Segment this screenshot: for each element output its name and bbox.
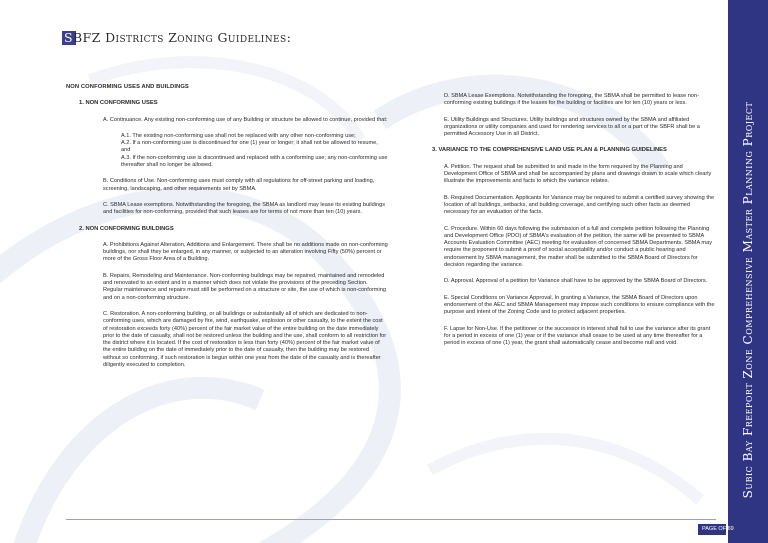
paragraph-petition: A. Petition. The request shall be submitted to and made in the form required by the Planning and Development Office of SBMA and shall be accompanied by plans and drawings drawn to scale which clearly illustrate the improvements and facts to which the variance relates. xyxy=(444,163,712,185)
sublist-continuance xyxy=(121,133,388,169)
footer-page-number xyxy=(702,526,734,532)
sub-item-a1: A.1. The existing non-conforming use shall not be replaced with any other non-conforming use; xyxy=(121,132,356,139)
paragraph-continuance: A. Continuance. Any existing non-conforming use of any Building or structure be allowed to continue, provided that: xyxy=(103,116,388,123)
sub-item-a3: A.3. If the non-conforming use is discontinued and replaced with a conforming use; any non-conforming use thereafter shall no longer be allowed. xyxy=(121,154,388,169)
paragraph-prohibitions: A. Prohibitions Against Alteration, Additions and Enlargement. There shall be no additions made on non-conforming buildings, nor shall they be enlarged, in any manner, or subjected to an alteration involving Fifty (50%) percent or more of the Gross Floor Area of a Building. xyxy=(103,241,388,263)
page-title: SBFZ Districts Zoning Guidelines: xyxy=(64,30,292,45)
paragraph-utility-buildings: E. Utility Buildings and Structures. Utility buildings and structures owned by the SBMA and affiliated organizations or utility companies and used for rendering services to all or a part of the SBFR shall be a permitted Accessory Use in all District. xyxy=(444,116,700,138)
side-band-title: Subic Bay Freeport Zone Comprehensive Master Planning Project xyxy=(741,101,755,499)
paragraph-sbma-lease-exemptions: D. SBMA Lease Exemptions. Notwithstanding the foregoing, the SBMA shall be permitted to lease non-conforming existing buildings if the leases for the building or facilities are for ten (10) years or less. xyxy=(444,93,699,107)
right-column xyxy=(432,93,715,356)
paragraph-required-documentation: B. Required Documentation. Applicants for Variance may be required to submit a certified survey showing the location of all buildings, setbacks, and building coverage, and certifying such other facts as deemed necessary for an evaluation of the facts. xyxy=(444,194,715,216)
paragraph-lease-exemptions: C. SBMA Lease exemptions. Notwithstanding the foregoing, the SBMA as landlord may lease its existing buildings and facilities for non-conforming, provided that such leases are for terms of not more than ten (10) years. xyxy=(103,201,386,216)
paragraph-lapse-for-non-use: F. Lapse for Non-Use. If the petitioner or the successor in interest shall fail to use the variance after its grant for a period in excess of one (1) year or if the variance shall cease to be used at any time thereafter for a period in excess of one (1) year, the grant shall automatically cease and become null and void. xyxy=(444,325,711,347)
footer-divider xyxy=(66,519,716,520)
paragraph-approval: D. Approval. Approval of a petition for Variance shall have to be approved by the SBMA Board of Directors. xyxy=(444,278,708,285)
page-total: OF 69 xyxy=(718,526,734,532)
section-heading-nonconforming-uses: 1. NON CONFORMING USES xyxy=(79,100,158,107)
left-column xyxy=(66,84,388,378)
section-heading-variance: 3. VARIANCE TO THE COMPREHENSIVE LAND USE PLAN & PLANNING GUIDELINES xyxy=(432,147,667,154)
paragraph-conditions-of-use: B. Conditions of Use. Non-conforming uses must comply with all regulations for off-street parking and loading, screening, landscaping, and other requirements set by SBMA. xyxy=(103,178,375,192)
paragraph-repairs: B. Repairs, Remodeling and Maintenance. Non-conforming buildings may be repaired, maintained and remodeled and renovated to an extent and in a manner which does not violate the provisions of the preceding Section. Regular maintenance and repairs must still be performed on a structure or site, the use of which is non-conforming and on a non-conforming structure. xyxy=(103,272,386,301)
main-heading: NON CONFORMING USES AND BUILDINGS xyxy=(66,84,189,90)
section-heading-nonconforming-buildings: 2. NON CONFORMING BUILDINGS xyxy=(79,225,174,232)
sub-item-a2: A.2. If a non-conforming use is discontinued for one (1) year or longer; it shall not be allowed to resume, and xyxy=(121,140,378,154)
paragraph-restoration: C. Restoration. A non-conforming building, or all buildings or substantially all of which are dedicated to non-conforming uses, which are damaged by fire, wind, earthquake, explosion or other casualty, to the extent the cost of restoration exceeds forty (40%) percent of the fair market value of the entire building on the date immediately prior to the date of casualty, shall not be restored unless the building and the use, shall conform to all restriction for the district where it is located. If the cost of restoration is less than forty (40%) percent of the fair market value of the entire building on the date of immediately prior to the date of casualty, then the building may be restored without so conforming, if such restoration is begun within one year from the date of the casualty and is thereafter diligently executed to completion. xyxy=(103,310,387,369)
page-label: PAGE xyxy=(702,526,717,532)
paragraph-special-conditions: E. Special Conditions on Variance Approval. In granting a Variance, the SBMA Board of Directors upon endorsement of the AEC and SBMA Management may impose such conditions to ensure compliance with the purpose and intent of the Zoning Code and to protect adjacent properties. xyxy=(444,294,715,316)
paragraph-procedure: C. Procedure. Within 60 days following the submission of a full and complete petition following the Planning and Development Office (PDO) of SBMA's evaluation of the petition, the same will be presented to SBMA Accounts Evaluation Committee (AEC) meeting for evaluation of concerned SBMA Departments. SBMA may require the proponent to submit a proof of social acceptability and/or conduct a public hearing and endorsement by SBMA management, the matter shall be submitted to the SBMA Board of Directors for decision regarding the variance. xyxy=(444,225,712,269)
